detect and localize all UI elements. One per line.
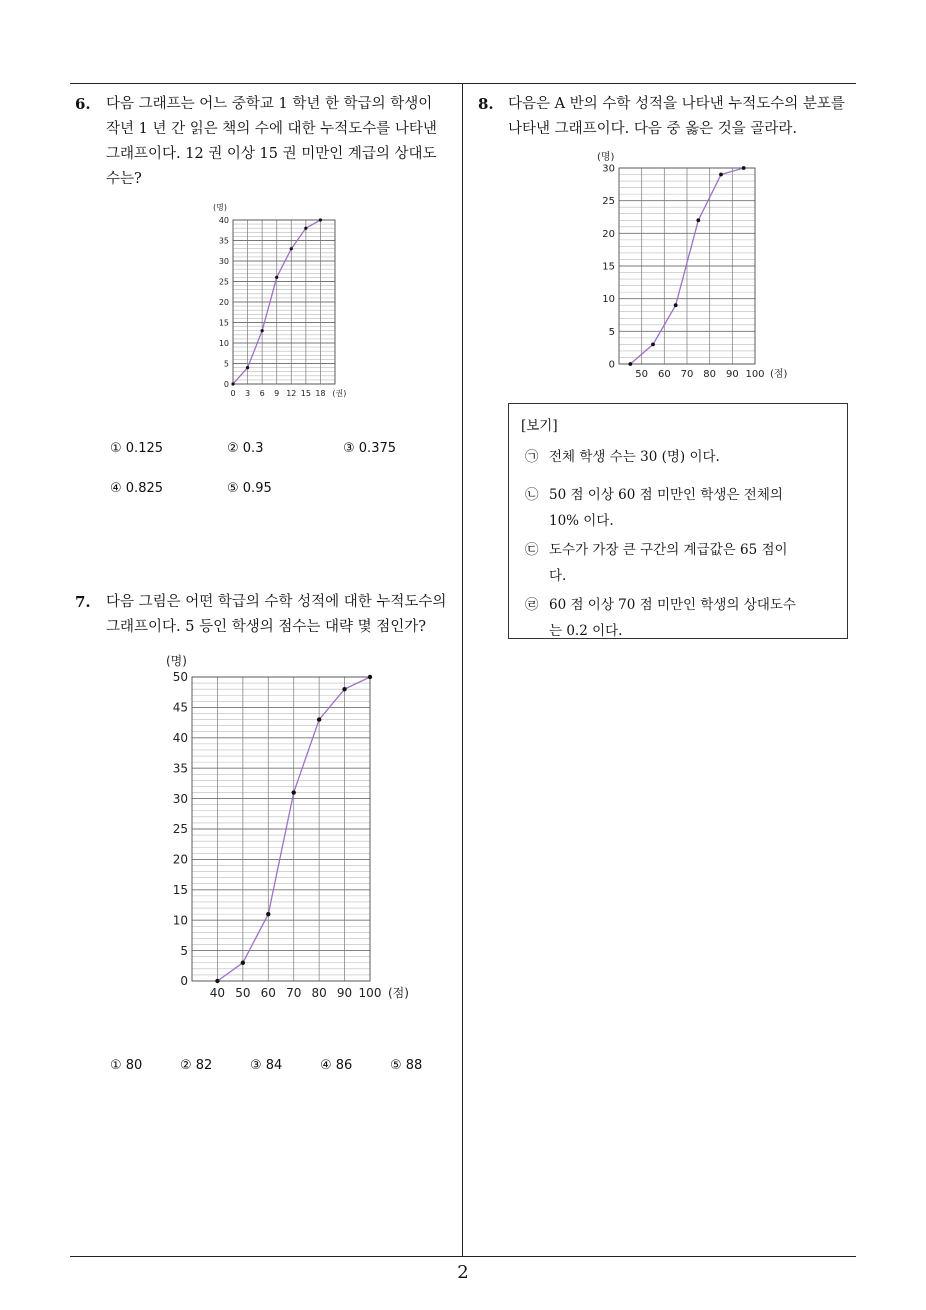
x-tick-label: 18	[315, 389, 326, 398]
y-tick-label: 15	[218, 318, 229, 328]
x-tick-label: 70	[680, 369, 694, 380]
y-tick-label: 30	[218, 256, 229, 266]
data-point	[742, 166, 746, 170]
x-axis-unit: (점)	[388, 986, 409, 1000]
x-axis-unit: (권)	[332, 389, 347, 398]
data-point	[719, 173, 723, 177]
option-5[interactable]: ⑤ 0.95	[227, 481, 272, 496]
x-tick-label: 0	[230, 389, 236, 398]
y-tick-label: 25	[602, 196, 615, 208]
y-tick-label: 0	[223, 379, 229, 389]
bogi-text-line: 60 점 이상 70 점 미만인 학생의 상대도수	[549, 597, 796, 613]
bogi-text-line: 10% 이다.	[549, 513, 614, 529]
bottom-rule	[70, 1256, 856, 1257]
y-tick-label: 10	[172, 913, 188, 928]
page-number: 2	[457, 1262, 469, 1283]
bogi-item-2[interactable]	[525, 482, 830, 534]
question-text-line: 다음은 A 반의 수학 성적을 나타낸 누적도수의 분포를	[508, 96, 845, 112]
data-point	[319, 218, 322, 221]
x-tick-label: 60	[657, 369, 671, 380]
x-tick-label: 100	[358, 986, 382, 1000]
y-tick-label: 20	[172, 852, 188, 867]
y-tick-label: 20	[602, 228, 615, 240]
question-text-line: 다음 그래프는 어느 중학교 1 학년 한 학급의 학생이	[106, 96, 433, 112]
bogi-item-3[interactable]	[525, 537, 830, 589]
option-4[interactable]: ④ 86	[320, 1058, 353, 1073]
data-point	[241, 961, 245, 965]
option-2[interactable]: ② 0.3	[227, 441, 264, 456]
option-1[interactable]: ① 0.125	[110, 441, 164, 456]
bogi-box	[508, 403, 848, 639]
option-4[interactable]: ④ 0.825	[110, 481, 164, 496]
question-text-line: 나타낸 그래프이다. 다음 중 옳은 것을 골라라.	[508, 121, 797, 137]
question-text-line: 그래프이다. 5 등인 학생의 점수는 대략 몇 점인가?	[106, 619, 427, 635]
option-3[interactable]: ③ 84	[250, 1058, 283, 1073]
y-tick-label: 15	[602, 261, 615, 273]
top-rule	[70, 83, 856, 84]
y-tick-label: 25	[218, 277, 229, 287]
bogi-symbol: ㉢	[525, 542, 539, 558]
bogi-symbol: ㉣	[525, 597, 539, 613]
y-tick-label: 35	[172, 761, 188, 776]
x-tick-label: 12	[286, 389, 297, 398]
x-tick-label: 50	[235, 986, 251, 1000]
y-tick-label: 50	[172, 670, 188, 685]
y-tick-label: 35	[218, 236, 229, 246]
y-tick-label: 0	[608, 359, 615, 371]
data-point	[292, 790, 296, 794]
x-tick-label: 90	[336, 986, 353, 1000]
x-tick-label: 9	[274, 389, 280, 398]
data-point	[674, 303, 678, 307]
x-tick-label: 60	[260, 986, 276, 1000]
y-tick-label: 40	[218, 215, 229, 225]
data-point	[628, 362, 632, 366]
x-tick-label: 80	[703, 369, 717, 380]
y-axis-label: (명)	[597, 152, 615, 163]
data-point	[231, 382, 234, 385]
y-tick-label: 30	[602, 163, 615, 175]
question-number: 8.	[478, 95, 494, 113]
data-point	[266, 912, 270, 916]
y-tick-label: 5	[223, 359, 229, 369]
data-point	[368, 675, 372, 679]
x-tick-label: 3	[245, 389, 251, 398]
data-point	[651, 343, 655, 347]
y-axis-label: (명)	[166, 654, 187, 668]
option-3[interactable]: ③ 0.375	[343, 441, 397, 456]
y-tick-label: 15	[172, 883, 188, 897]
x-tick-label: 50	[635, 369, 649, 380]
y-tick-label: 10	[218, 338, 229, 348]
bogi-title: [보기]	[521, 418, 558, 434]
y-tick-label: 45	[172, 700, 188, 715]
x-tick-label: 100	[745, 369, 765, 380]
data-point	[317, 717, 321, 721]
bogi-text-line: 전체 학생 수는 30 (명) 이다.	[549, 449, 720, 465]
y-tick-label: 20	[218, 297, 229, 307]
chart-math-scores-cumulative	[160, 650, 409, 1005]
x-tick-label: 80	[311, 986, 327, 1000]
bogi-item-1[interactable]	[525, 444, 830, 470]
x-tick-label: 6	[259, 389, 265, 398]
option-2[interactable]: ② 82	[180, 1058, 213, 1073]
chart-books-cumulative	[205, 198, 355, 398]
data-point	[246, 366, 249, 369]
data-point	[261, 329, 264, 332]
option-5[interactable]: ⑤ 88	[390, 1058, 423, 1073]
column-divider	[462, 83, 463, 1256]
x-tick-label: 70	[286, 986, 302, 1000]
option-1[interactable]: ① 80	[110, 1058, 143, 1073]
data-point	[275, 276, 278, 279]
data-point	[342, 687, 346, 691]
x-tick-label: 40	[209, 986, 226, 1000]
question-text-line: 수는?	[106, 171, 142, 187]
x-tick-label: 90	[725, 369, 739, 380]
data-point	[215, 979, 219, 983]
chart-class-a-scores-cumulative	[595, 148, 788, 380]
bogi-text-line: 도수가 가장 큰 구간의 계급값은 65 점이	[549, 542, 788, 558]
y-tick-label: 5	[180, 943, 188, 958]
bogi-text-line: 50 점 이상 60 점 미만인 학생은 전체의	[549, 487, 783, 503]
y-tick-label: 0	[180, 974, 188, 989]
x-tick-label: 15	[300, 389, 311, 398]
data-point	[290, 247, 293, 250]
y-axis-label: (명)	[213, 203, 227, 212]
x-axis-unit: (점)	[770, 369, 788, 380]
bogi-symbol: ㉠	[525, 449, 539, 465]
bogi-text-line: 다.	[549, 568, 567, 584]
y-tick-label: 30	[172, 791, 188, 806]
data-point	[304, 227, 307, 230]
bogi-symbol: ㉡	[525, 487, 539, 503]
y-tick-label: 25	[172, 822, 188, 837]
question-number: 6.	[75, 95, 91, 113]
y-tick-label: 5	[608, 326, 615, 338]
question-number: 7.	[75, 593, 91, 611]
y-tick-label: 10	[602, 294, 615, 306]
bogi-item-4[interactable]	[525, 592, 830, 644]
bogi-text-line: 는 0.2 이다.	[549, 623, 623, 639]
y-tick-label: 40	[172, 731, 188, 745]
data-point	[696, 218, 700, 222]
question-text-line: 그래프이다. 12 권 이상 15 권 미만인 계급의 상대도	[106, 146, 437, 162]
question-text-line: 작년 1 년 간 읽은 책의 수에 대한 누적도수를 나타낸	[106, 121, 437, 137]
question-text-line: 다음 그림은 어떤 학급의 수학 성적에 대한 누적도수의	[106, 594, 447, 610]
